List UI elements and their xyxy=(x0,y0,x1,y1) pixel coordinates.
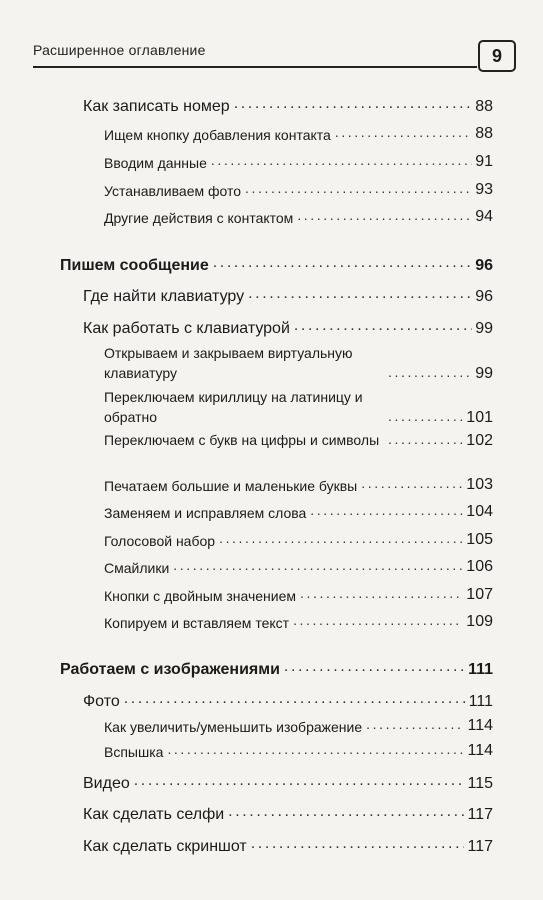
toc-entry-page: 107 xyxy=(466,586,493,603)
toc-entry xyxy=(104,207,493,226)
page-number: 9 xyxy=(478,40,516,72)
toc-entry-title: Как работать с клавиатурой xyxy=(83,320,290,337)
toc-entry xyxy=(83,690,493,711)
toc-chapter-title: Пишем сообщение xyxy=(60,257,209,274)
toc-chapter xyxy=(60,254,493,275)
toc-entry-page: 117 xyxy=(467,838,493,855)
leader-dots xyxy=(293,612,463,628)
leader-dots xyxy=(251,835,465,853)
leader-dots xyxy=(245,180,472,196)
toc-entry-page: 114 xyxy=(467,742,493,759)
leader-dots xyxy=(294,317,472,335)
toc-entry xyxy=(83,772,493,793)
toc-entry xyxy=(83,317,493,338)
toc-entry-title: Как сделать скриншот xyxy=(83,838,247,855)
toc-entry-page: 94 xyxy=(475,208,493,225)
toc-entry-title: Как сделать селфи xyxy=(83,806,225,823)
leader-dots xyxy=(388,408,463,424)
leader-dots xyxy=(228,803,464,821)
leader-dots xyxy=(213,254,472,272)
toc-entry-title: Смайлики xyxy=(104,560,170,576)
toc-entry-title: Другие действия с контактом xyxy=(104,210,294,226)
toc-entry-page: 115 xyxy=(467,775,493,792)
leader-dots xyxy=(248,285,472,303)
toc-entry-title: Вводим данные xyxy=(104,155,207,171)
toc-entry-page: 103 xyxy=(466,476,493,493)
toc-entry-title: Переключаем с букв на цифры и символы xyxy=(104,432,380,448)
leader-dots xyxy=(124,690,466,708)
leader-dots xyxy=(173,557,463,573)
toc-entry-page: 117 xyxy=(467,806,493,823)
leader-dots xyxy=(300,585,463,601)
toc-entry-title: Заменяем и исправляем слова xyxy=(104,505,307,521)
header-rule xyxy=(33,66,477,68)
leader-dots xyxy=(167,741,464,757)
toc-entry-page: 93 xyxy=(475,181,493,198)
toc-chapter-title: Работаем с изображениями xyxy=(60,661,280,678)
leader-dots xyxy=(234,95,473,113)
toc-entry xyxy=(104,152,493,171)
toc-entry-page: 111 xyxy=(468,693,493,710)
leader-dots xyxy=(366,716,464,732)
toc-entry xyxy=(104,716,493,735)
leader-dots xyxy=(388,431,463,447)
toc-entry xyxy=(104,124,493,143)
toc-entry xyxy=(83,285,493,306)
leader-dots xyxy=(284,658,465,676)
toc-entry-page: 91 xyxy=(475,153,493,170)
toc-entry-title: Как записать номер xyxy=(83,98,230,115)
toc-entry-title: Открываем и закрываем виртуальную клавиатуру xyxy=(104,345,353,381)
toc-entry xyxy=(104,387,493,427)
toc-entry-title: Копируем и вставляем текст xyxy=(104,615,290,631)
toc-entry-page: 104 xyxy=(466,503,493,520)
toc-entry-page: 102 xyxy=(466,432,493,449)
toc-entry-title: Как увеличить/уменьшить изображение xyxy=(104,719,363,735)
toc-entry-page: 96 xyxy=(475,288,493,305)
leader-dots xyxy=(219,530,463,546)
leader-dots xyxy=(388,364,472,380)
toc-entry-title: Ищем кнопку добавления контакта xyxy=(104,127,331,143)
toc-entry xyxy=(104,430,493,450)
toc-entry xyxy=(104,475,493,494)
leader-dots xyxy=(297,207,472,223)
leader-dots xyxy=(134,772,465,790)
toc-entry-title: Фото xyxy=(83,693,120,710)
toc-entry-page: 106 xyxy=(466,558,493,575)
toc-entry-title: Голосовой набор xyxy=(104,533,216,549)
toc-entry-title: Переключаем кириллицу на латиницу и обратно xyxy=(104,389,363,425)
toc-entry-page: 101 xyxy=(466,409,493,426)
toc-entry xyxy=(104,530,493,549)
toc-entry-title: Устанавливаем фото xyxy=(104,183,242,199)
toc-entry xyxy=(83,835,493,856)
toc-entry-page: 105 xyxy=(466,531,493,548)
toc-entry xyxy=(83,95,493,116)
toc-entry xyxy=(104,502,493,521)
toc-entry-page: 88 xyxy=(475,125,493,142)
leader-dots xyxy=(335,124,472,140)
toc-entry-title: Видео xyxy=(83,775,130,792)
toc-entry-title: Кнопки с двойным значением xyxy=(104,588,297,604)
toc-entry-page: 99 xyxy=(475,365,493,382)
running-header: Расширенное оглавление xyxy=(33,42,206,58)
toc-entry-page: 99 xyxy=(475,320,493,337)
toc-entry xyxy=(104,612,493,631)
toc-entry xyxy=(104,585,493,604)
leader-dots xyxy=(211,152,472,168)
toc-entry xyxy=(104,180,493,199)
toc-entry-page: 111 xyxy=(468,661,493,678)
toc-entry-page: 109 xyxy=(466,613,493,630)
toc-chapter xyxy=(60,658,493,679)
leader-dots xyxy=(361,475,463,491)
toc-entry xyxy=(104,343,493,383)
toc-entry-page: 88 xyxy=(475,98,493,115)
toc-entry-page: 96 xyxy=(475,257,493,274)
toc-entry-title: Печатаем большие и маленькие буквы xyxy=(104,478,358,494)
toc-entry xyxy=(104,741,493,760)
toc-entry-title: Вспышка xyxy=(104,744,164,760)
toc-entry-page: 114 xyxy=(467,717,493,734)
toc-entry xyxy=(104,557,493,576)
toc-entry xyxy=(83,803,493,824)
toc-entry-title: Где найти клавиатуру xyxy=(83,288,245,305)
leader-dots xyxy=(310,502,463,518)
